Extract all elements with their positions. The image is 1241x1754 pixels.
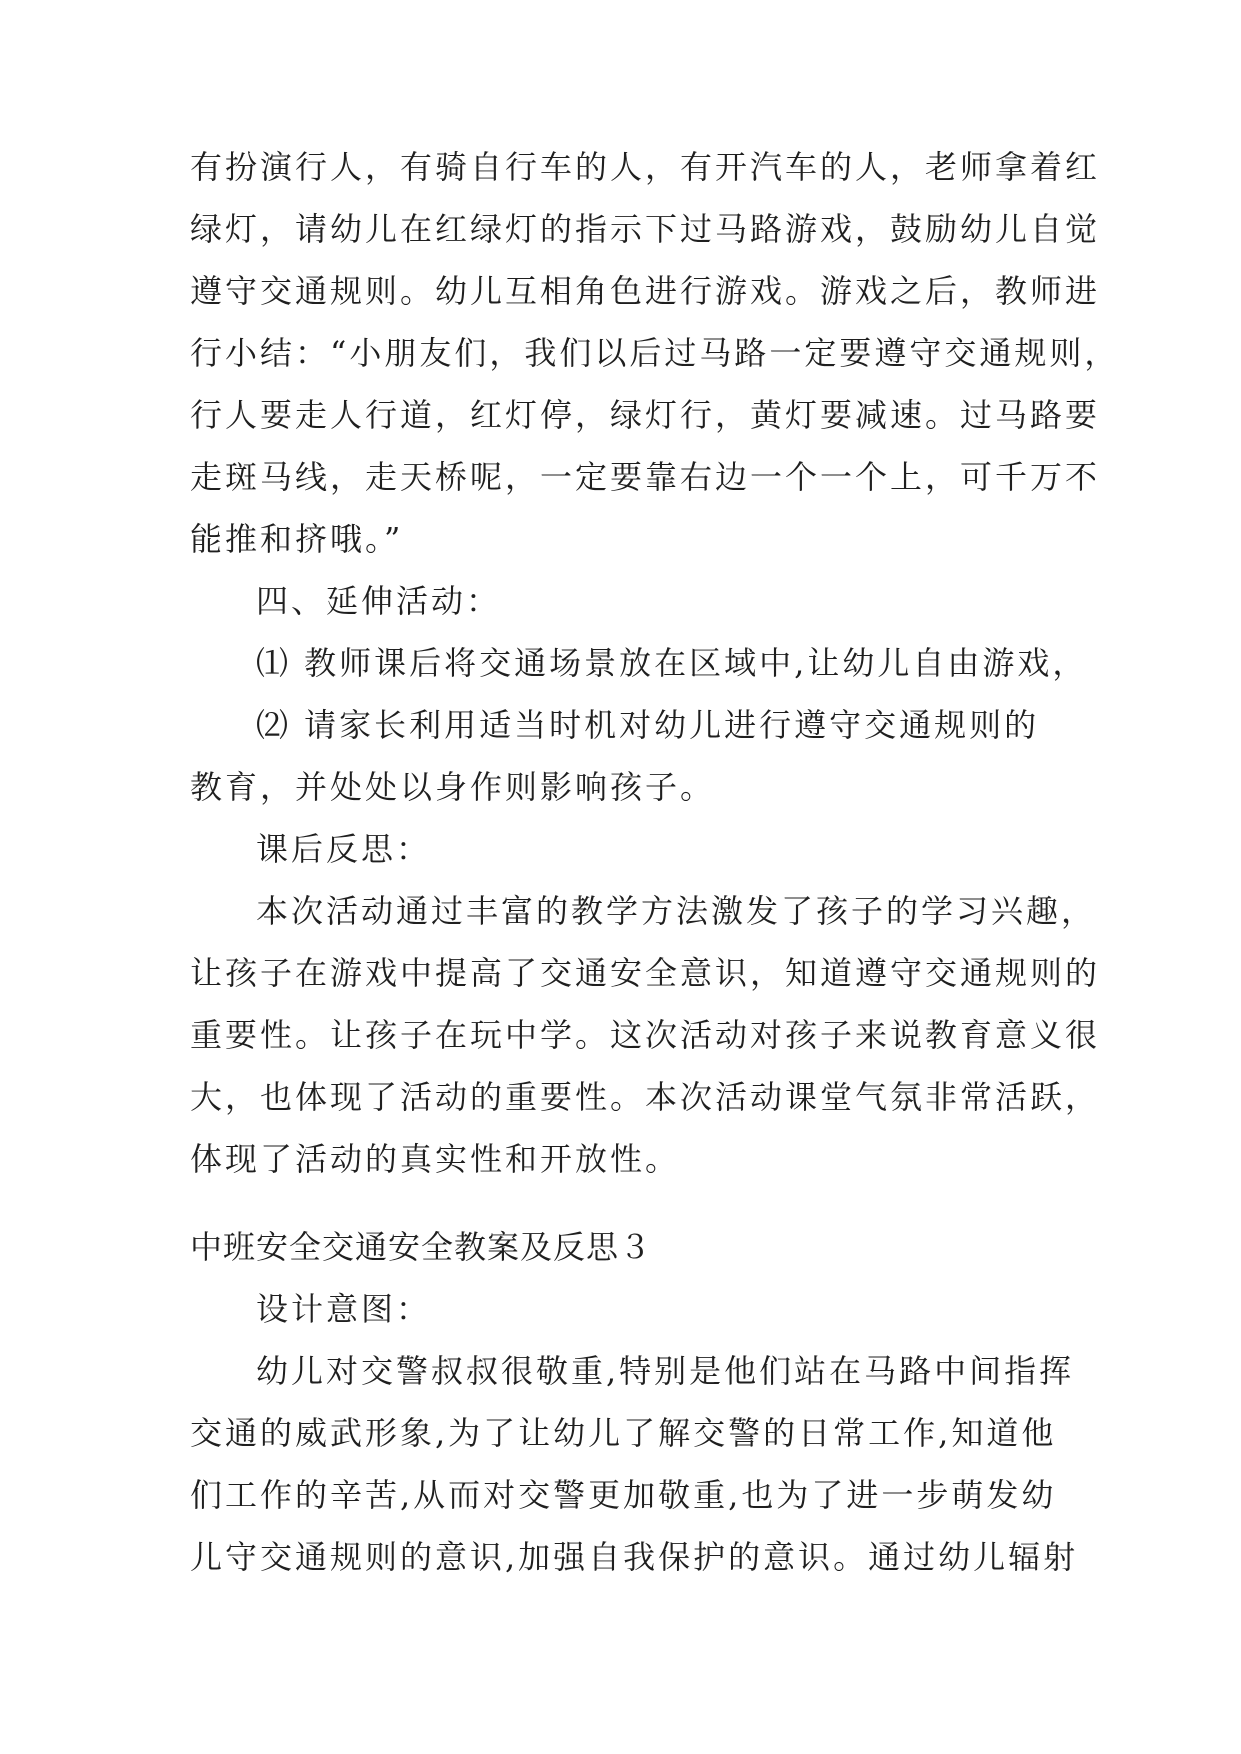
section-heading-reflection: 课后反思： <box>256 830 432 868</box>
paragraph-line: 幼儿对交警叔叔很敬重,特别是他们站在马路中间指挥 <box>256 1352 1075 1390</box>
list-item: ⑵ 请家长利用适当时机对幼儿进行遵守交通规则的 <box>256 706 1040 744</box>
paragraph-line: 本次活动通过丰富的教学方法激发了孩子的学习兴趣， <box>256 892 1097 930</box>
list-item: ⑴ 教师课后将交通场景放在区域中,让幼儿自由游戏， <box>256 644 1088 682</box>
lesson-text-section-2 <box>190 1216 1079 1588</box>
section-heading-extension-activity: 四、延伸活动： <box>256 582 502 620</box>
paragraph-line: 走斑马线，走天桥呢，一定要靠右边一个一个上，可千万不 <box>190 458 1101 496</box>
paragraph-line: 绿灯，请幼儿在红绿灯的指示下过马路游戏，鼓励幼儿自觉 <box>190 210 1101 248</box>
paragraph-line: 们工作的辛苦,从而对交警更加敬重,也为了进一步萌发幼 <box>190 1476 1057 1514</box>
section-heading-design-intent: 设计意图： <box>256 1290 432 1328</box>
paragraph-line: 能推和挤哦。” <box>190 520 404 558</box>
paragraph-line: 遵守交通规则。幼儿互相角色进行游戏。游戏之后，教师进 <box>190 272 1101 310</box>
paragraph-line: 体现了活动的真实性和开放性。 <box>190 1140 681 1178</box>
paragraph-line: 行小结：“小朋友们，我们以后过马路一定要遵守交通规则， <box>190 334 1120 372</box>
lesson-title: 中班安全交通安全教案及反思３ <box>190 1228 653 1266</box>
paragraph-line: 有扮演行人，有骑自行车的人，有开汽车的人，老师拿着红 <box>190 148 1101 186</box>
lesson-text-section-1 <box>190 136 1120 1190</box>
paragraph-line: 教育，并处处以身作则影响孩子。 <box>190 768 716 806</box>
paragraph-line: 让孩子在游戏中提高了交通安全意识，知道遵守交通规则的 <box>190 954 1101 992</box>
paragraph-line: 交通的威武形象,为了让幼儿了解交警的日常工作,知道他 <box>190 1414 1057 1452</box>
paragraph-line: 行人要走人行道，红灯停，绿灯行，黄灯要减速。过马路要 <box>190 396 1101 434</box>
paragraph-line: 大，也体现了活动的重要性。本次活动课堂气氛非常活跃， <box>190 1078 1101 1116</box>
paragraph-line: 重要性。让孩子在玩中学。这次活动对孩子来说教育意义很 <box>190 1016 1101 1054</box>
paragraph-line: 儿守交通规则的意识,加强自我保护的意识。通过幼儿辐射 <box>190 1538 1079 1576</box>
